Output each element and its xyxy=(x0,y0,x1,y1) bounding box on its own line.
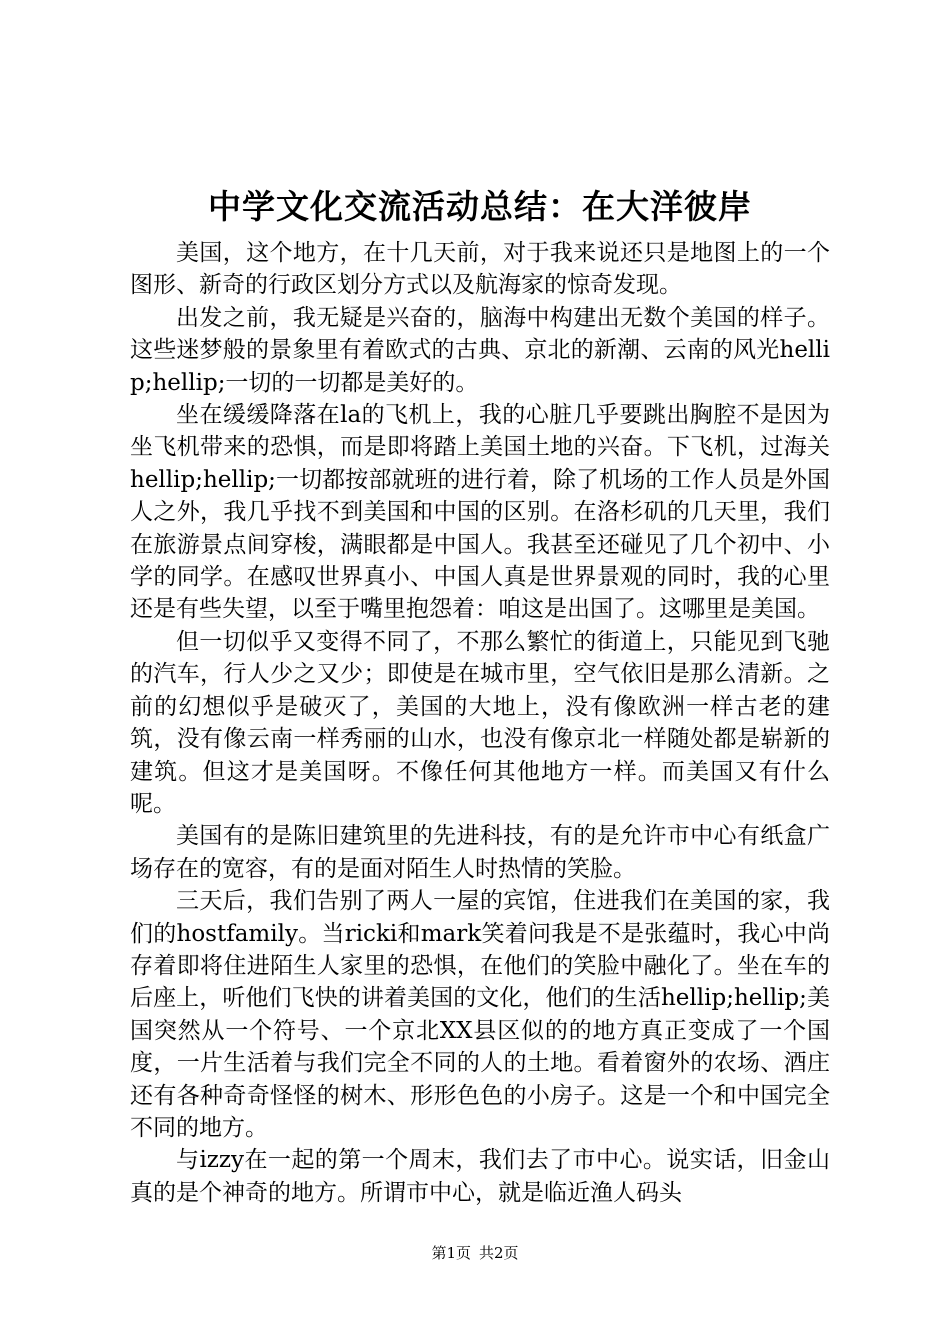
page-total: 共2页 xyxy=(479,1244,519,1262)
paragraph-1: 美国，这个地方，在十几天前，对于我来说还只是地图上的一个图形、新奇的行政区划分方式以及航海家的惊奇发现。 xyxy=(130,240,830,299)
page-number: 第1页 xyxy=(431,1244,471,1262)
document-title: 中学文化交流活动总结：在大洋彼岸 xyxy=(208,187,752,226)
document-body xyxy=(130,237,830,1209)
paragraph-7: 与izzy在一起的第一个周末，我们去了市中心。说实话，旧金山真的是个神奇的地方。所谓市中心，就是临近渔人码头 xyxy=(130,1147,830,1206)
paragraph-4: 但一切似乎又变得不同了，不那么繁忙的街道上，只能见到飞驰的汽车，行人少之又少；即使是在城市里，空气依旧是那么清新。之前的幻想似乎是破灭了，美国的大地上，没有像欧洲一样古老的建筑，没有像云南一样秀丽的山水，也没有像京北一样随处都是崭新的建筑。但这才是美国呀。不像任何其他地方一样。而美国又有什么呢。 xyxy=(130,628,830,817)
document-page xyxy=(130,185,830,1209)
page-footer xyxy=(0,1243,950,1263)
paragraph-2: 出发之前，我无疑是兴奋的，脑海中构建出无数个美国的样子。这些迷梦般的景象里有着欧式的古典、京北的新潮、云南的风光hellip;hellip;一切的一切都是美好的。 xyxy=(130,304,830,396)
paragraph-3: 坐在缓缓降落在la的飞机上，我的心脏几乎要跳出胸腔不是因为坐飞机带来的恐惧，而是即将踏上美国土地的兴奋。下飞机，过海关hellip;hellip;一切都按部就班的进行着，除了机场的工作人员是外国人之外，我几乎找不到美国和中国的区别。在洛杉矶的几天里，我们在旅游景点间穿梭，满眼都是中国人。我甚至还碰见了几个初中、小学的同学。在感叹世界真小、中国人真是世界景观的同时，我的心里还是有些失望，以至于嘴里抱怨着：咱这是出国了。这哪里是美国。 xyxy=(130,402,830,623)
paragraph-6: 三天后，我们告别了两人一屋的宾馆，住进我们在美国的家，我们的hostfamily。当ricki和mark笑着问我是不是张蕴时，我心中尚存着即将住进陌生人家里的恐惧，在他们的笑脸中融化了。坐在车的后座上，听他们飞快的讲着美国的文化，他们的生活hellip;hellip;美国突然从一个符号、一个京北XX县区似的的地方真正变成了一个国度，一片生活着与我们完全不同的人的土地。看着窗外的农场、酒庄还有各种奇奇怪怪的树木、形形色色的小房子。这是一个和中国完全不同的地方。 xyxy=(130,888,830,1141)
paragraph-5: 美国有的是陈旧建筑里的先进科技，有的是允许市中心有纸盒广场存在的宽容，有的是面对陌生人时热情的笑脸。 xyxy=(130,823,830,882)
